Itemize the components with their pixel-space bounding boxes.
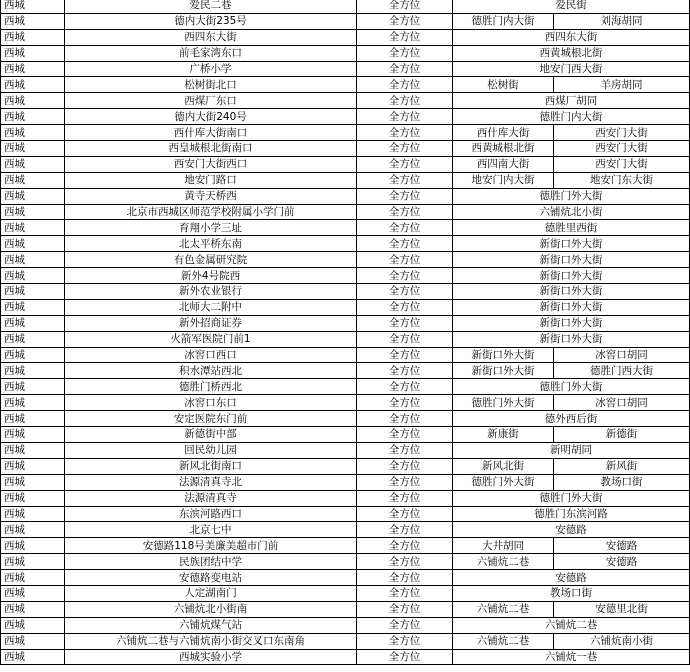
road-cell[interactable]: 六铺炕二巷	[453, 617, 690, 633]
table-row[interactable]	[1, 13, 690, 29]
road-a-cell[interactable]: 西黄城根北街	[453, 141, 554, 157]
direction-cell[interactable]: 全方位	[357, 315, 453, 331]
location-name-cell[interactable]: 法源清真寺	[65, 490, 357, 506]
district-cell[interactable]: 西城	[1, 268, 65, 284]
direction-cell[interactable]: 全方位	[357, 474, 453, 490]
direction-cell[interactable]: 全方位	[357, 331, 453, 347]
table-row[interactable]	[1, 458, 690, 474]
direction-cell[interactable]: 全方位	[357, 236, 453, 252]
table-row[interactable]	[1, 649, 690, 665]
road-cell[interactable]: 西四东大街	[453, 29, 690, 45]
location-name-cell[interactable]: 冰窖口东口	[65, 395, 357, 411]
location-name-cell[interactable]: 安德路变电站	[65, 570, 357, 586]
table-row[interactable]	[1, 570, 690, 586]
table-row[interactable]	[1, 204, 690, 220]
direction-cell[interactable]: 全方位	[357, 442, 453, 458]
district-cell[interactable]: 西城	[1, 93, 65, 109]
road-cell[interactable]: 安德路	[453, 570, 690, 586]
table-row[interactable]	[1, 538, 690, 554]
district-cell[interactable]: 西城	[1, 427, 65, 443]
district-cell[interactable]: 西城	[1, 236, 65, 252]
district-cell[interactable]: 西城	[1, 379, 65, 395]
table-row[interactable]	[1, 585, 690, 601]
road-b-cell[interactable]: 西安门大街	[554, 141, 690, 157]
table-row[interactable]	[1, 188, 690, 204]
table-row[interactable]	[1, 395, 690, 411]
location-name-cell[interactable]: 人定湖南门	[65, 585, 357, 601]
table-row[interactable]	[1, 141, 690, 157]
road-b-cell[interactable]: 德胜门西大街	[554, 363, 690, 379]
district-cell[interactable]: 西城	[1, 458, 65, 474]
location-name-cell[interactable]: 有色金属研究院	[65, 252, 357, 268]
road-b-cell[interactable]: 新德街	[554, 427, 690, 443]
table-row[interactable]	[1, 617, 690, 633]
location-name-cell[interactable]: 六铺炕二巷与六铺炕南小街交叉口东南角	[65, 633, 357, 649]
district-cell[interactable]: 西城	[1, 490, 65, 506]
direction-cell[interactable]: 全方位	[357, 0, 453, 13]
district-cell[interactable]: 西城	[1, 29, 65, 45]
table-row[interactable]	[1, 474, 690, 490]
district-cell[interactable]: 西城	[1, 474, 65, 490]
location-name-cell[interactable]: 回民幼儿园	[65, 442, 357, 458]
direction-cell[interactable]: 全方位	[357, 45, 453, 61]
direction-cell[interactable]: 全方位	[357, 363, 453, 379]
direction-cell[interactable]: 全方位	[357, 204, 453, 220]
direction-cell[interactable]: 全方位	[357, 188, 453, 204]
direction-cell[interactable]: 全方位	[357, 347, 453, 363]
table-row[interactable]	[1, 45, 690, 61]
location-name-cell[interactable]: 安德路118号美廉美超市门前	[65, 538, 357, 554]
district-cell[interactable]: 西城	[1, 172, 65, 188]
location-name-cell[interactable]: 爱民二巷	[65, 0, 357, 13]
road-b-cell[interactable]: 西安门大街	[554, 156, 690, 172]
location-name-cell[interactable]: 西安门大街西口	[65, 156, 357, 172]
road-cell[interactable]: 西黄城根北街	[453, 45, 690, 61]
district-cell[interactable]: 西城	[1, 156, 65, 172]
table-row[interactable]	[1, 506, 690, 522]
table-row[interactable]	[1, 236, 690, 252]
location-name-cell[interactable]: 新外招商证券	[65, 315, 357, 331]
road-a-cell[interactable]: 松树街	[453, 77, 554, 93]
road-b-cell[interactable]: 西安门大街	[554, 125, 690, 141]
district-cell[interactable]: 西城	[1, 252, 65, 268]
table-body	[1, 0, 690, 665]
district-cell[interactable]: 西城	[1, 13, 65, 29]
direction-cell[interactable]: 全方位	[357, 13, 453, 29]
road-cell[interactable]: 德胜门外大街	[453, 188, 690, 204]
direction-cell[interactable]: 全方位	[357, 299, 453, 315]
direction-cell[interactable]: 全方位	[357, 490, 453, 506]
table-row[interactable]	[1, 93, 690, 109]
direction-cell[interactable]: 全方位	[357, 458, 453, 474]
table-row[interactable]	[1, 0, 690, 13]
direction-cell[interactable]: 全方位	[357, 522, 453, 538]
location-name-cell[interactable]: 六铺炕煤气站	[65, 617, 357, 633]
district-cell[interactable]: 西城	[1, 204, 65, 220]
road-a-cell[interactable]: 大井胡同	[453, 538, 554, 554]
table-row[interactable]	[1, 220, 690, 236]
district-cell[interactable]: 西城	[1, 570, 65, 586]
district-cell[interactable]: 西城	[1, 395, 65, 411]
table-row[interactable]	[1, 363, 690, 379]
table-row[interactable]	[1, 77, 690, 93]
table-row[interactable]	[1, 299, 690, 315]
table-row[interactable]	[1, 554, 690, 570]
road-cell[interactable]: 新街口外大街	[453, 268, 690, 284]
district-cell[interactable]: 西城	[1, 109, 65, 125]
location-name-cell[interactable]: 积水潭站西北	[65, 363, 357, 379]
table-row[interactable]	[1, 411, 690, 427]
direction-cell[interactable]: 全方位	[357, 427, 453, 443]
district-cell[interactable]: 西城	[1, 522, 65, 538]
road-cell[interactable]: 新街口外大街	[453, 331, 690, 347]
table-row[interactable]	[1, 29, 690, 45]
location-name-cell[interactable]: 安定医院东门前	[65, 411, 357, 427]
location-name-cell[interactable]: 德内大街240号	[65, 109, 357, 125]
road-b-cell[interactable]: 羊房胡同	[554, 77, 690, 93]
direction-cell[interactable]: 全方位	[357, 109, 453, 125]
table-row[interactable]	[1, 125, 690, 141]
road-a-cell[interactable]: 六铺炕二巷	[453, 554, 554, 570]
direction-cell[interactable]: 全方位	[357, 141, 453, 157]
road-b-cell[interactable]: 冰窖口胡同	[554, 347, 690, 363]
road-cell[interactable]: 新明胡同	[453, 442, 690, 458]
location-name-cell[interactable]: 北京市西城区师范学校附属小学门前	[65, 204, 357, 220]
road-a-cell[interactable]: 新风北街	[453, 458, 554, 474]
location-name-cell[interactable]: 地安门路口	[65, 172, 357, 188]
direction-cell[interactable]: 全方位	[357, 617, 453, 633]
location-name-cell[interactable]: 新外农业银行	[65, 284, 357, 300]
location-name-cell[interactable]: 育翔小学三址	[65, 220, 357, 236]
road-a-cell[interactable]: 西四南大街	[453, 156, 554, 172]
table-row[interactable]	[1, 252, 690, 268]
road-a-cell[interactable]: 德胜门内大街	[453, 13, 554, 29]
district-cell[interactable]: 西城	[1, 315, 65, 331]
direction-cell[interactable]: 全方位	[357, 125, 453, 141]
direction-cell[interactable]: 全方位	[357, 379, 453, 395]
direction-cell[interactable]: 全方位	[357, 93, 453, 109]
direction-cell[interactable]: 全方位	[357, 395, 453, 411]
road-cell[interactable]: 爱民街	[453, 0, 690, 13]
district-cell[interactable]: 西城	[1, 585, 65, 601]
district-cell[interactable]: 西城	[1, 363, 65, 379]
district-cell[interactable]: 西城	[1, 0, 65, 13]
table-row[interactable]	[1, 61, 690, 77]
district-cell[interactable]: 西城	[1, 141, 65, 157]
direction-cell[interactable]: 全方位	[357, 268, 453, 284]
district-cell[interactable]: 西城	[1, 617, 65, 633]
district-cell[interactable]: 西城	[1, 45, 65, 61]
table-row[interactable]	[1, 109, 690, 125]
table-row[interactable]	[1, 331, 690, 347]
location-name-cell[interactable]: 广桥小学	[65, 61, 357, 77]
district-cell[interactable]: 西城	[1, 284, 65, 300]
direction-cell[interactable]: 全方位	[357, 506, 453, 522]
road-b-cell[interactable]: 六铺炕南小街	[554, 633, 690, 649]
location-name-cell[interactable]: 西煤厂东口	[65, 93, 357, 109]
road-b-cell[interactable]: 安德里北街	[554, 601, 690, 617]
table-row[interactable]	[1, 427, 690, 443]
table-row[interactable]	[1, 268, 690, 284]
table-row[interactable]	[1, 442, 690, 458]
direction-cell[interactable]: 全方位	[357, 554, 453, 570]
road-cell[interactable]: 地安门西大街	[453, 61, 690, 77]
direction-cell[interactable]: 全方位	[357, 284, 453, 300]
road-cell[interactable]: 新街口外大街	[453, 315, 690, 331]
road-cell[interactable]: 德胜门东滨河路	[453, 506, 690, 522]
direction-cell[interactable]: 全方位	[357, 585, 453, 601]
location-name-cell[interactable]: 西皇城根北街南口	[65, 141, 357, 157]
location-name-cell[interactable]: 西什库大街南口	[65, 125, 357, 141]
table-row[interactable]	[1, 379, 690, 395]
location-name-cell[interactable]: 东滨河路西口	[65, 506, 357, 522]
road-a-cell[interactable]: 新康街	[453, 427, 554, 443]
district-cell[interactable]: 西城	[1, 61, 65, 77]
road-cell[interactable]: 西煤厂胡同	[453, 93, 690, 109]
road-cell[interactable]: 六铺炕北小街	[453, 204, 690, 220]
road-b-cell[interactable]: 安德路	[554, 554, 690, 570]
district-cell[interactable]: 西城	[1, 188, 65, 204]
direction-cell[interactable]: 全方位	[357, 156, 453, 172]
district-cell[interactable]: 西城	[1, 601, 65, 617]
road-a-cell[interactable]: 德胜门外大街	[453, 395, 554, 411]
road-b-cell[interactable]: 地安门东大街	[554, 172, 690, 188]
location-name-cell[interactable]: 民族团结中学	[65, 554, 357, 570]
table-row[interactable]	[1, 284, 690, 300]
direction-cell[interactable]: 全方位	[357, 649, 453, 665]
road-cell[interactable]: 德胜门外大街	[453, 490, 690, 506]
district-cell[interactable]: 西城	[1, 411, 65, 427]
road-a-cell[interactable]: 德胜门外大街	[453, 474, 554, 490]
road-cell[interactable]: 德外西后街	[453, 411, 690, 427]
table-row[interactable]	[1, 522, 690, 538]
road-cell[interactable]: 德胜门内大街	[453, 109, 690, 125]
location-name-cell[interactable]: 德内大街235号	[65, 13, 357, 29]
district-cell[interactable]: 西城	[1, 554, 65, 570]
direction-cell[interactable]: 全方位	[357, 252, 453, 268]
district-cell[interactable]: 西城	[1, 633, 65, 649]
direction-cell[interactable]: 全方位	[357, 172, 453, 188]
location-name-cell[interactable]: 西城实验小学	[65, 649, 357, 665]
table-row[interactable]	[1, 633, 690, 649]
district-cell[interactable]: 西城	[1, 220, 65, 236]
direction-cell[interactable]: 全方位	[357, 77, 453, 93]
location-name-cell[interactable]: 新风北街南口	[65, 458, 357, 474]
location-name-cell[interactable]: 北太平桥东南	[65, 236, 357, 252]
location-name-cell[interactable]: 前毛家湾东口	[65, 45, 357, 61]
district-cell[interactable]: 西城	[1, 299, 65, 315]
location-name-cell[interactable]: 德胜门桥西北	[65, 379, 357, 395]
road-b-cell[interactable]: 刘海胡同	[554, 13, 690, 29]
district-cell[interactable]: 西城	[1, 442, 65, 458]
direction-cell[interactable]: 全方位	[357, 538, 453, 554]
table-row[interactable]	[1, 347, 690, 363]
direction-cell[interactable]: 全方位	[357, 633, 453, 649]
location-name-cell[interactable]: 六铺炕北小街南	[65, 601, 357, 617]
location-name-cell[interactable]: 黄寺天桥西	[65, 188, 357, 204]
road-a-cell[interactable]: 地安门内大街	[453, 172, 554, 188]
road-a-cell[interactable]: 六铺炕二巷	[453, 601, 554, 617]
location-name-cell[interactable]: 火箭军医院门前1	[65, 331, 357, 347]
table-row[interactable]	[1, 601, 690, 617]
location-name-cell[interactable]: 新外4号院西	[65, 268, 357, 284]
district-cell[interactable]: 西城	[1, 347, 65, 363]
direction-cell[interactable]: 全方位	[357, 411, 453, 427]
road-b-cell[interactable]: 新风街	[554, 458, 690, 474]
road-cell[interactable]: 新街口外大街	[453, 299, 690, 315]
road-cell[interactable]: 安德路	[453, 522, 690, 538]
location-name-cell[interactable]: 新德街中部	[65, 427, 357, 443]
direction-cell[interactable]: 全方位	[357, 220, 453, 236]
location-name-cell[interactable]: 冰窖口西口	[65, 347, 357, 363]
road-b-cell[interactable]: 冰窖口胡同	[554, 395, 690, 411]
location-name-cell[interactable]: 西四东大街	[65, 29, 357, 45]
road-a-cell[interactable]: 新街口外大街	[453, 347, 554, 363]
road-a-cell[interactable]: 六铺炕二巷	[453, 633, 554, 649]
road-a-cell[interactable]: 西什库大街	[453, 125, 554, 141]
direction-cell[interactable]: 全方位	[357, 601, 453, 617]
district-cell[interactable]: 西城	[1, 538, 65, 554]
district-cell[interactable]: 西城	[1, 331, 65, 347]
direction-cell[interactable]: 全方位	[357, 29, 453, 45]
road-cell[interactable]: 新街口外大街	[453, 236, 690, 252]
location-name-cell[interactable]: 松树街北口	[65, 77, 357, 93]
table-row[interactable]	[1, 156, 690, 172]
road-cell[interactable]: 教场口街	[453, 585, 690, 601]
road-cell[interactable]: 德胜门外大街	[453, 379, 690, 395]
road-cell[interactable]: 德胜里西街	[453, 220, 690, 236]
location-name-cell[interactable]: 北师大二附中	[65, 299, 357, 315]
district-cell[interactable]: 西城	[1, 649, 65, 665]
road-cell[interactable]: 新街口外大街	[453, 284, 690, 300]
location-name-cell[interactable]: 法源清真寺北	[65, 474, 357, 490]
road-b-cell[interactable]: 安德路	[554, 538, 690, 554]
road-cell[interactable]: 六铺炕一巷	[453, 649, 690, 665]
road-b-cell[interactable]: 教场口街	[554, 474, 690, 490]
table-row[interactable]	[1, 490, 690, 506]
district-cell[interactable]: 西城	[1, 125, 65, 141]
district-cell[interactable]: 西城	[1, 506, 65, 522]
direction-cell[interactable]: 全方位	[357, 570, 453, 586]
table-row[interactable]	[1, 315, 690, 331]
district-cell[interactable]: 西城	[1, 77, 65, 93]
table-row[interactable]	[1, 172, 690, 188]
direction-cell[interactable]: 全方位	[357, 61, 453, 77]
road-cell[interactable]: 新街口外大街	[453, 252, 690, 268]
location-name-cell[interactable]: 北京七中	[65, 522, 357, 538]
road-a-cell[interactable]: 新街口外大街	[453, 363, 554, 379]
